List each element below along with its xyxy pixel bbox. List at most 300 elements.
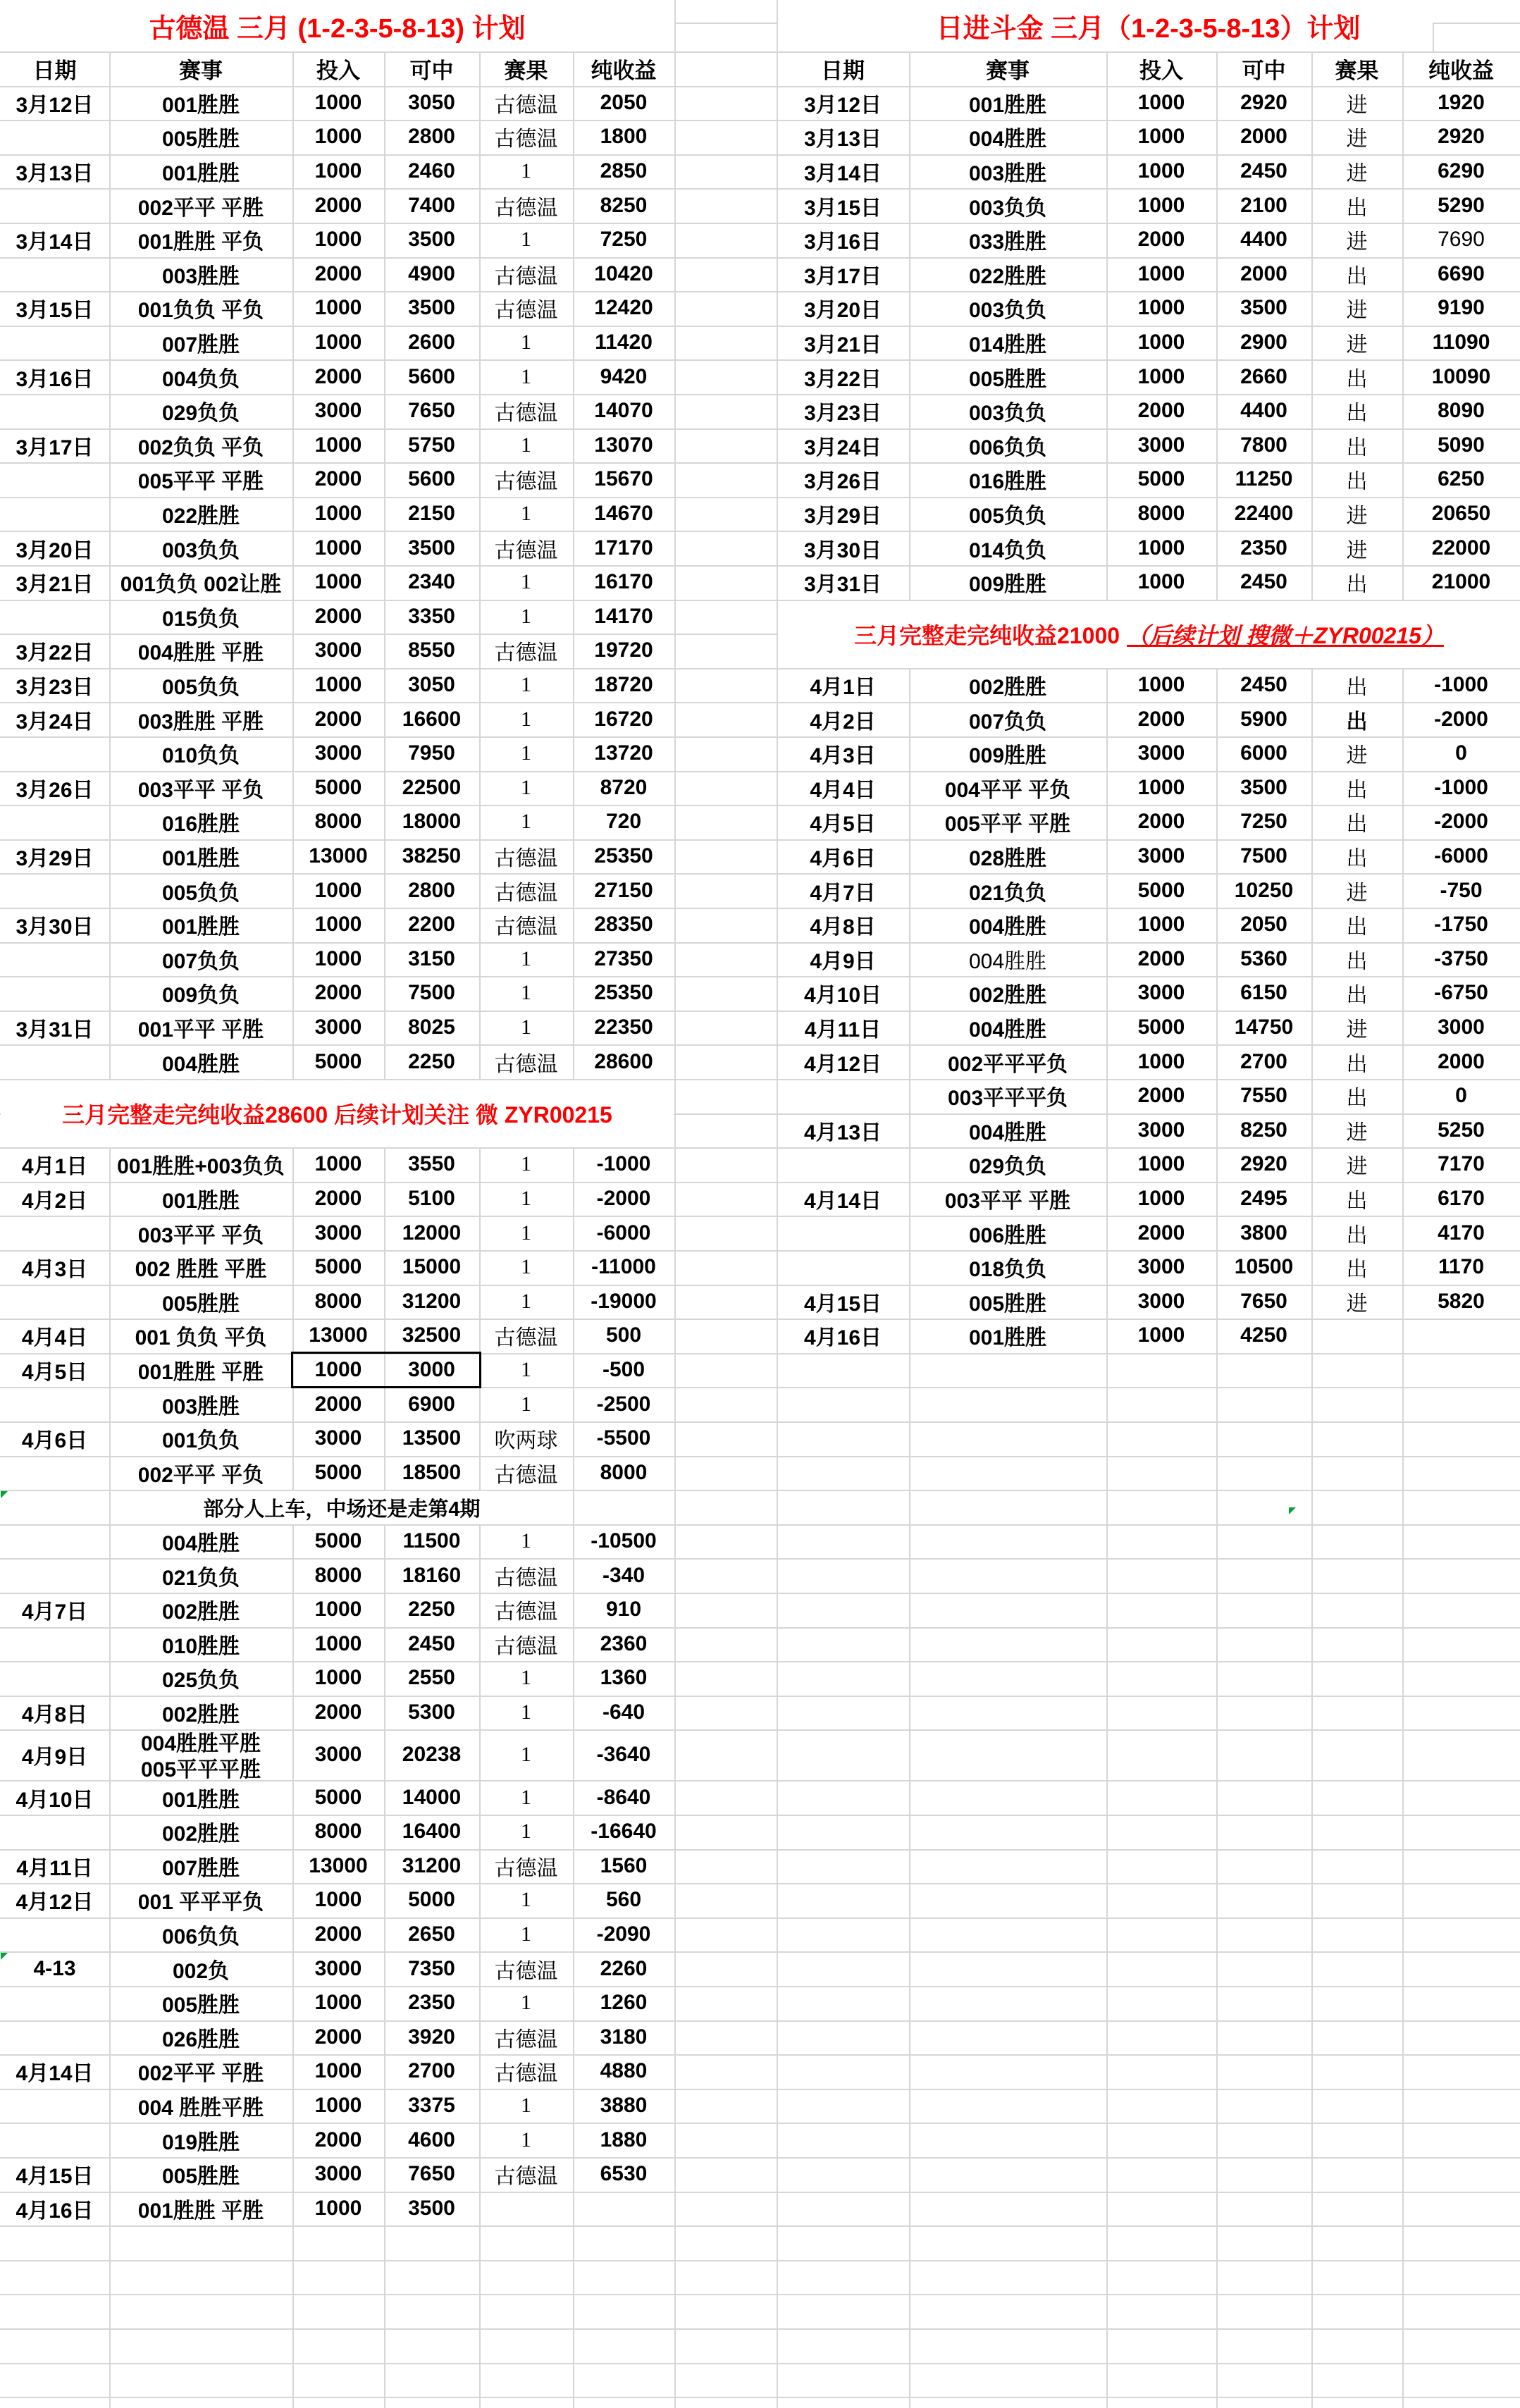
left-r36-stake: 1000 xyxy=(314,1357,362,1381)
left-r23-payout: 2800 xyxy=(408,878,455,902)
left-r42-match: 021负负 xyxy=(161,1566,240,1590)
left-r56-date: 4月14日 xyxy=(16,2062,94,2086)
left-r7-stake: 1000 xyxy=(314,330,362,354)
left-r52-stake: 2000 xyxy=(314,1922,362,1946)
right-r24-stake: 2000 xyxy=(1137,946,1185,970)
left-r5-match: 003胜胜 xyxy=(161,264,240,288)
left-r38-result: 吹两球 xyxy=(494,1429,558,1453)
left-r34-match: 005胜胜 xyxy=(161,1292,240,1316)
left-r23-profit: 27150 xyxy=(594,878,653,902)
left-r53-match: 002负 xyxy=(172,1959,230,1983)
right-r26-payout: 14750 xyxy=(1234,1015,1294,1039)
left-r1-result: 古德温 xyxy=(494,128,558,152)
right-r5-match: 022胜胜 xyxy=(968,264,1047,288)
left-r24-date: 3月30日 xyxy=(16,915,94,939)
left-r41-result: 1 xyxy=(521,1529,531,1552)
left-r28-profit: 28600 xyxy=(594,1049,653,1073)
left-r57-stake: 1000 xyxy=(314,2093,362,2117)
right-r7-payout: 2900 xyxy=(1240,330,1287,354)
left-r32-date xyxy=(0,1216,109,1250)
left-r31-match: 001胜胜 xyxy=(161,1189,240,1213)
left-r20-payout: 22500 xyxy=(402,775,462,799)
left-r8-profit: 9420 xyxy=(600,364,648,388)
left-r45-payout: 2550 xyxy=(408,1666,455,1690)
right-r20-result: 出 xyxy=(1346,813,1368,836)
left-r49-date xyxy=(0,1815,109,1849)
left-r48-profit: -8640 xyxy=(596,1785,651,1809)
left-r19-result: 1 xyxy=(521,741,531,765)
left-r46-result: 1 xyxy=(521,1700,531,1724)
left-r8-stake: 2000 xyxy=(314,364,362,388)
left-r52-result: 1 xyxy=(521,1922,531,1946)
left-r24-stake: 1000 xyxy=(314,913,362,937)
right-r12-match: 005负负 xyxy=(968,504,1047,528)
left-r37-match: 003胜胜 xyxy=(161,1395,240,1419)
right-r27-date: 4月12日 xyxy=(803,1052,882,1076)
left-r7-match: 007胜胜 xyxy=(161,333,240,357)
right-r16-result: 出 xyxy=(1346,675,1368,699)
left-r12-profit: 14670 xyxy=(594,501,653,525)
left-r8-result: 1 xyxy=(521,364,531,388)
left-r50-date: 4月11日 xyxy=(16,1856,93,1880)
left-r47-result: 1 xyxy=(521,1743,531,1767)
left-r11-date xyxy=(0,462,109,497)
left-r34-result: 1 xyxy=(521,1289,531,1313)
right-r6-date: 3月20日 xyxy=(803,299,882,323)
left-r22-payout: 38250 xyxy=(402,844,462,868)
left-r58-stake: 2000 xyxy=(314,2128,362,2151)
left-r26-payout: 7500 xyxy=(408,981,455,1005)
left-r3-profit: 8250 xyxy=(600,193,648,217)
left-r23-date xyxy=(0,873,109,908)
left-r2-profit: 2850 xyxy=(600,159,648,183)
left-r16-profit: 19720 xyxy=(594,638,653,662)
left-r33-payout: 15000 xyxy=(402,1255,462,1279)
left-r26-profit: 25350 xyxy=(594,981,653,1005)
right-r28-payout: 7550 xyxy=(1240,1084,1287,1108)
left-r18-result: 1 xyxy=(521,707,531,731)
right-r28-result: 出 xyxy=(1346,1087,1368,1111)
left-r17-profit: 18720 xyxy=(594,672,653,696)
right-r4-result: 进 xyxy=(1346,230,1368,254)
right-r24-profit: -3750 xyxy=(1434,946,1488,970)
right-r29-result: 进 xyxy=(1346,1120,1368,1144)
left-r4-match: 001胜胜 平负 xyxy=(137,230,264,254)
left-r36-match: 001胜胜 平胜 xyxy=(137,1360,264,1384)
right-summary-row xyxy=(778,601,1520,668)
left-r35-match: 001 负负 平负 xyxy=(135,1326,267,1350)
left-r16-date: 3月22日 xyxy=(16,641,94,665)
left-r46-stake: 2000 xyxy=(314,1700,362,1724)
left-r36-payout: 3000 xyxy=(408,1357,455,1381)
right-r31-stake: 1000 xyxy=(1137,1186,1185,1210)
left-r17-payout: 3050 xyxy=(408,672,455,696)
left-r28-payout: 2250 xyxy=(408,1049,455,1073)
left-r5-profit: 10420 xyxy=(594,261,653,285)
left-r15-match: 015负负 xyxy=(161,607,240,631)
left-header-payout: 可中 xyxy=(409,58,454,83)
right-r6-payout: 3500 xyxy=(1240,296,1287,320)
right-r6-match: 003负负 xyxy=(968,299,1047,323)
right-r13-date: 3月30日 xyxy=(803,538,882,562)
left-r9-date xyxy=(0,394,109,428)
left-r49-stake: 8000 xyxy=(314,1820,362,1844)
left-r13-match: 003负负 xyxy=(161,538,240,562)
left-r41-stake: 5000 xyxy=(314,1529,362,1552)
left-r13-profit: 17170 xyxy=(594,536,653,560)
right-r23-payout: 2050 xyxy=(1240,913,1287,937)
left-r4-stake: 1000 xyxy=(314,228,362,252)
left-r27-date: 3月31日 xyxy=(16,1018,94,1042)
right-summary-tail: （后续计划 搜微＋ZYR00215） xyxy=(1127,623,1444,649)
left-r21-payout: 18000 xyxy=(402,810,462,834)
left-r47-match-overflow xyxy=(109,1729,292,1780)
right-r17-result: 出 xyxy=(1346,710,1368,734)
left-r6-stake: 1000 xyxy=(314,296,362,320)
right-r21-result: 出 xyxy=(1346,846,1368,870)
right-r28-profit: 0 xyxy=(1455,1084,1467,1108)
left-r43-match: 002胜胜 xyxy=(161,1600,240,1624)
right-r35-stake: 1000 xyxy=(1137,1323,1185,1347)
left-r35-date: 4月4日 xyxy=(21,1326,88,1350)
right-r31-profit: 6170 xyxy=(1438,1186,1485,1210)
right-r26-result: 进 xyxy=(1346,1018,1368,1042)
right-r25-result: 出 xyxy=(1346,984,1368,1008)
left-r48-result: 1 xyxy=(521,1785,531,1809)
right-r11-stake: 5000 xyxy=(1137,467,1185,491)
left-r60-profit xyxy=(573,2192,674,2226)
left-r57-profit: 3880 xyxy=(600,2093,648,2117)
left-r17-result: 1 xyxy=(521,672,531,696)
left-r6-profit: 12420 xyxy=(594,296,653,320)
left-r4-date: 3月14日 xyxy=(16,230,94,254)
left-header-profit: 纯收益 xyxy=(591,58,657,83)
left-r8-payout: 5600 xyxy=(408,364,455,388)
left-r51-date: 4月12日 xyxy=(16,1891,94,1915)
left-r30-result: 1 xyxy=(521,1152,531,1176)
left-r44-date xyxy=(0,1627,109,1662)
right-r30-stake: 1000 xyxy=(1137,1152,1185,1176)
left-r2-payout: 2460 xyxy=(408,159,455,183)
left-summary-row xyxy=(1,1080,674,1147)
right-r27-profit: 2000 xyxy=(1438,1049,1485,1073)
left-r59-profit: 6530 xyxy=(600,2162,648,2186)
right-r34-match: 005胜胜 xyxy=(968,1292,1047,1316)
right-r25-date: 4月10日 xyxy=(803,984,882,1008)
left-r13-result: 古德温 xyxy=(494,538,558,562)
right-header-stake: 投入 xyxy=(1139,58,1183,83)
right-r18-result: 进 xyxy=(1346,744,1368,768)
left-r33-profit: -11000 xyxy=(591,1255,656,1279)
left-r7-payout: 2600 xyxy=(408,330,455,354)
left-r58-result: 1 xyxy=(521,2128,531,2151)
left-r44-stake: 1000 xyxy=(314,1631,362,1655)
left-r60-result xyxy=(479,2192,573,2226)
left-r25-date xyxy=(0,942,109,977)
left-r35-result: 古德温 xyxy=(494,1326,558,1350)
left-r28-match: 004胜胜 xyxy=(161,1052,240,1076)
right-r26-match: 004胜胜 xyxy=(968,1018,1047,1042)
left-r43-result: 古德温 xyxy=(494,1600,558,1624)
left-r14-result: 1 xyxy=(521,570,531,594)
left-r49-profit: -16640 xyxy=(591,1820,657,1844)
left-r39-result: 古德温 xyxy=(494,1463,558,1487)
left-r44-match: 010胜胜 xyxy=(161,1634,240,1658)
right-r29-payout: 8250 xyxy=(1240,1118,1287,1142)
left-r57-date xyxy=(0,2089,109,2123)
left-r46-profit: -640 xyxy=(602,1700,645,1724)
left-r41-profit: -10500 xyxy=(591,1529,657,1552)
left-r15-stake: 2000 xyxy=(314,604,362,628)
left-r56-result: 古德温 xyxy=(494,2062,558,2086)
left-r31-payout: 5100 xyxy=(408,1186,455,1210)
right-header-match: 赛事 xyxy=(986,58,1030,83)
right-r11-date: 3月26日 xyxy=(803,470,882,494)
right-r29-match: 004胜胜 xyxy=(968,1120,1047,1144)
left-r41-date xyxy=(0,1524,109,1559)
left-r55-stake: 2000 xyxy=(314,2025,362,2049)
left-r5-result: 古德温 xyxy=(494,264,558,288)
right-r13-payout: 2350 xyxy=(1240,536,1287,560)
left-r59-stake: 3000 xyxy=(314,2162,362,2186)
gridline-h xyxy=(0,2397,1520,2398)
right-r23-match: 004胜胜 xyxy=(968,915,1047,939)
left-r47-payout: 20238 xyxy=(402,1743,462,1767)
left-r48-payout: 14000 xyxy=(402,1785,462,1809)
gridline-h xyxy=(0,2260,1520,2261)
right-r26-stake: 5000 xyxy=(1137,1015,1185,1039)
right-r35-date: 4月16日 xyxy=(803,1326,882,1350)
left-r5-payout: 4900 xyxy=(408,261,455,285)
right-r32-payout: 3800 xyxy=(1240,1221,1287,1245)
right-r25-stake: 3000 xyxy=(1137,981,1185,1005)
left-r50-match: 007胜胜 xyxy=(161,1856,240,1880)
left-r33-result: 1 xyxy=(521,1255,531,1279)
left-r43-date: 4月7日 xyxy=(21,1600,88,1624)
right-r3-result: 出 xyxy=(1346,196,1368,220)
right-r14-payout: 2450 xyxy=(1240,570,1287,594)
right-r10-result: 出 xyxy=(1346,436,1368,459)
left-r56-match: 002平平 平胜 xyxy=(137,2062,264,2086)
left-r49-result: 1 xyxy=(521,1820,531,1844)
right-r12-profit: 20650 xyxy=(1431,501,1491,525)
right-r0-match: 001胜胜 xyxy=(968,93,1047,117)
left-r21-date xyxy=(0,805,109,839)
left-r32-payout: 12000 xyxy=(402,1221,462,1245)
left-r21-stake: 8000 xyxy=(314,810,362,834)
left-r9-stake: 3000 xyxy=(314,399,362,423)
left-r5-stake: 2000 xyxy=(314,261,362,285)
right-r0-payout: 2920 xyxy=(1240,90,1287,114)
left-r42-stake: 8000 xyxy=(314,1563,362,1587)
right-r9-stake: 2000 xyxy=(1137,399,1185,423)
left-summary-text: 三月完整走完纯收益28600 后续计划关注 微 ZYR00215 xyxy=(62,1102,612,1128)
right-r30-payout: 2920 xyxy=(1240,1152,1287,1176)
left-r24-match: 001胜胜 xyxy=(161,915,240,939)
left-r41-payout: 11500 xyxy=(402,1529,461,1552)
left-r2-date: 3月13日 xyxy=(16,161,94,185)
left-r27-match: 001平平 平胜 xyxy=(137,1018,264,1042)
left-r20-date: 3月26日 xyxy=(16,778,94,802)
left-r48-stake: 5000 xyxy=(314,1785,362,1809)
left-r54-payout: 2350 xyxy=(408,1991,455,2015)
left-r46-date: 4月8日 xyxy=(21,1703,88,1727)
left-r12-stake: 1000 xyxy=(314,501,362,525)
left-r36-result: 1 xyxy=(521,1357,531,1381)
left-r54-date xyxy=(0,1986,109,2020)
left-r23-result: 古德温 xyxy=(494,881,558,905)
left-r19-stake: 3000 xyxy=(314,741,362,765)
left-r1-payout: 2800 xyxy=(408,125,455,149)
right-r3-payout: 2100 xyxy=(1240,193,1287,217)
left-r24-payout: 2200 xyxy=(408,913,455,937)
left-r45-date xyxy=(0,1661,109,1696)
left-r41-match: 004胜胜 xyxy=(161,1531,240,1555)
left-r30-profit: -1000 xyxy=(596,1152,651,1176)
left-r49-payout: 16400 xyxy=(402,1820,462,1844)
left-r22-match: 001胜胜 xyxy=(161,846,240,870)
right-r7-profit: 11090 xyxy=(1432,330,1490,354)
right-r12-payout: 22400 xyxy=(1234,501,1294,525)
left-r54-match: 005胜胜 xyxy=(161,1994,240,2018)
gridline-h xyxy=(0,2363,1520,2364)
left-r53-profit: 2260 xyxy=(600,1956,648,1980)
left-r33-date: 4月3日 xyxy=(21,1258,88,1282)
right-r28-date xyxy=(777,1079,909,1113)
left-r10-date: 3月17日 xyxy=(16,436,94,459)
left-r1-date xyxy=(0,120,109,154)
right-r22-payout: 10250 xyxy=(1234,878,1294,902)
left-r44-payout: 2450 xyxy=(408,1631,455,1655)
right-r23-profit: -1750 xyxy=(1434,913,1488,937)
left-r22-result: 古德温 xyxy=(494,846,558,870)
left-r60-payout: 3500 xyxy=(408,2196,455,2220)
left-r30-date: 4月1日 xyxy=(21,1155,88,1179)
right-r1-profit: 2920 xyxy=(1438,125,1485,149)
right-r14-result: 出 xyxy=(1346,573,1368,597)
right-r1-result: 进 xyxy=(1346,128,1368,152)
right-r19-match: 004平平 平负 xyxy=(944,778,1071,802)
right-r26-date: 4月11日 xyxy=(804,1018,882,1042)
left-r6-result: 古德温 xyxy=(494,299,558,323)
left-r17-stake: 1000 xyxy=(314,672,362,696)
left-r3-date xyxy=(0,188,109,223)
right-r27-match: 002平平平负 xyxy=(947,1052,1068,1076)
right-r18-match: 009胜胜 xyxy=(968,744,1047,768)
left-r38-date: 4月6日 xyxy=(21,1429,88,1453)
right-r33-payout: 10500 xyxy=(1234,1255,1294,1279)
left-r4-result: 1 xyxy=(521,228,531,252)
right-r26-profit: 3000 xyxy=(1438,1015,1485,1039)
right-r20-stake: 2000 xyxy=(1137,810,1185,834)
right-r5-date: 3月17日 xyxy=(803,264,882,288)
left-r11-profit: 15670 xyxy=(594,467,653,491)
right-r32-stake: 2000 xyxy=(1137,1221,1185,1245)
left-r43-payout: 2250 xyxy=(408,1598,455,1622)
right-r1-date: 3月13日 xyxy=(803,128,882,152)
left-r45-stake: 1000 xyxy=(314,1666,362,1690)
right-r33-date xyxy=(777,1250,909,1285)
left-r53-result: 古德温 xyxy=(494,1959,558,1983)
left-r60-match: 001胜胜 平胜 xyxy=(137,2199,264,2223)
right-r13-stake: 1000 xyxy=(1137,536,1185,560)
left-r39-match: 002平平 平负 xyxy=(137,1463,264,1487)
left-r49-match: 002胜胜 xyxy=(161,1822,240,1846)
right-r25-match: 002胜胜 xyxy=(968,984,1047,1008)
left-r9-result: 古德温 xyxy=(494,402,558,426)
left-r12-match: 022胜胜 xyxy=(161,504,240,528)
left-r33-match: 002 胜胜 平胜 xyxy=(135,1258,267,1282)
right-r11-result: 出 xyxy=(1346,470,1368,494)
left-r39-stake: 5000 xyxy=(314,1460,362,1484)
left-r54-profit: 1260 xyxy=(600,1991,648,2015)
left-r37-result: 1 xyxy=(521,1392,531,1416)
right-r20-payout: 7250 xyxy=(1240,810,1287,834)
left-r50-payout: 31200 xyxy=(402,1853,462,1877)
right-r19-stake: 1000 xyxy=(1137,775,1185,799)
left-r27-profit: 22350 xyxy=(594,1015,653,1039)
left-r36-profit: -500 xyxy=(602,1357,645,1381)
right-r4-date: 3月16日 xyxy=(803,230,882,254)
left-r24-profit: 28350 xyxy=(594,913,653,937)
left-r14-profit: 16170 xyxy=(594,570,653,594)
left-r28-result: 古德温 xyxy=(494,1052,558,1076)
right-r13-result: 进 xyxy=(1346,538,1368,562)
gridline-h xyxy=(0,2294,1520,2295)
green-corner-marker-icon xyxy=(1289,1507,1296,1514)
right-r32-date xyxy=(777,1216,909,1250)
left-r45-result: 1 xyxy=(521,1666,531,1690)
right-r29-profit: 5250 xyxy=(1438,1118,1485,1142)
left-r38-payout: 13500 xyxy=(402,1426,462,1450)
right-r17-payout: 5900 xyxy=(1240,707,1287,731)
right-r33-result: 出 xyxy=(1346,1258,1368,1282)
left-r58-payout: 4600 xyxy=(408,2128,455,2151)
selection-outline xyxy=(291,1352,481,1389)
left-r26-match: 009负负 xyxy=(161,984,240,1008)
right-r22-date: 4月7日 xyxy=(810,881,876,905)
right-r10-match: 006负负 xyxy=(968,436,1047,459)
left-r42-date xyxy=(0,1558,109,1593)
right-r25-payout: 6150 xyxy=(1240,981,1287,1005)
right-r14-date: 3月31日 xyxy=(803,573,882,597)
left-r6-date: 3月15日 xyxy=(16,299,94,323)
left-r8-date: 3月16日 xyxy=(16,367,94,391)
right-header-payout: 可中 xyxy=(1242,58,1286,83)
left-r24-result: 古德温 xyxy=(494,915,558,939)
left-r45-profit: 1360 xyxy=(600,1666,648,1690)
right-r1-stake: 1000 xyxy=(1137,125,1185,149)
right-r31-date: 4月14日 xyxy=(803,1189,882,1213)
right-r19-result: 出 xyxy=(1346,778,1368,802)
right-r8-profit: 10090 xyxy=(1431,364,1491,388)
right-r5-stake: 1000 xyxy=(1137,261,1185,285)
left-r15-profit: 14170 xyxy=(594,604,653,628)
left-r14-date: 3月21日 xyxy=(16,573,94,597)
left-r27-stake: 3000 xyxy=(314,1015,362,1039)
left-r3-payout: 7400 xyxy=(408,193,455,217)
right-r8-match: 005胜胜 xyxy=(968,367,1047,391)
left-r43-profit: 910 xyxy=(605,1598,642,1622)
right-r4-match: 033胜胜 xyxy=(968,230,1047,254)
right-r35-profit xyxy=(1402,1319,1520,1353)
left-r34-payout: 31200 xyxy=(402,1289,462,1313)
left-r43-stake: 1000 xyxy=(314,1598,362,1622)
left-header-date: 日期 xyxy=(32,58,77,83)
left-r45-match: 025负负 xyxy=(161,1669,240,1693)
right-r5-result: 出 xyxy=(1346,264,1368,288)
left-r54-result: 1 xyxy=(521,1991,531,2015)
